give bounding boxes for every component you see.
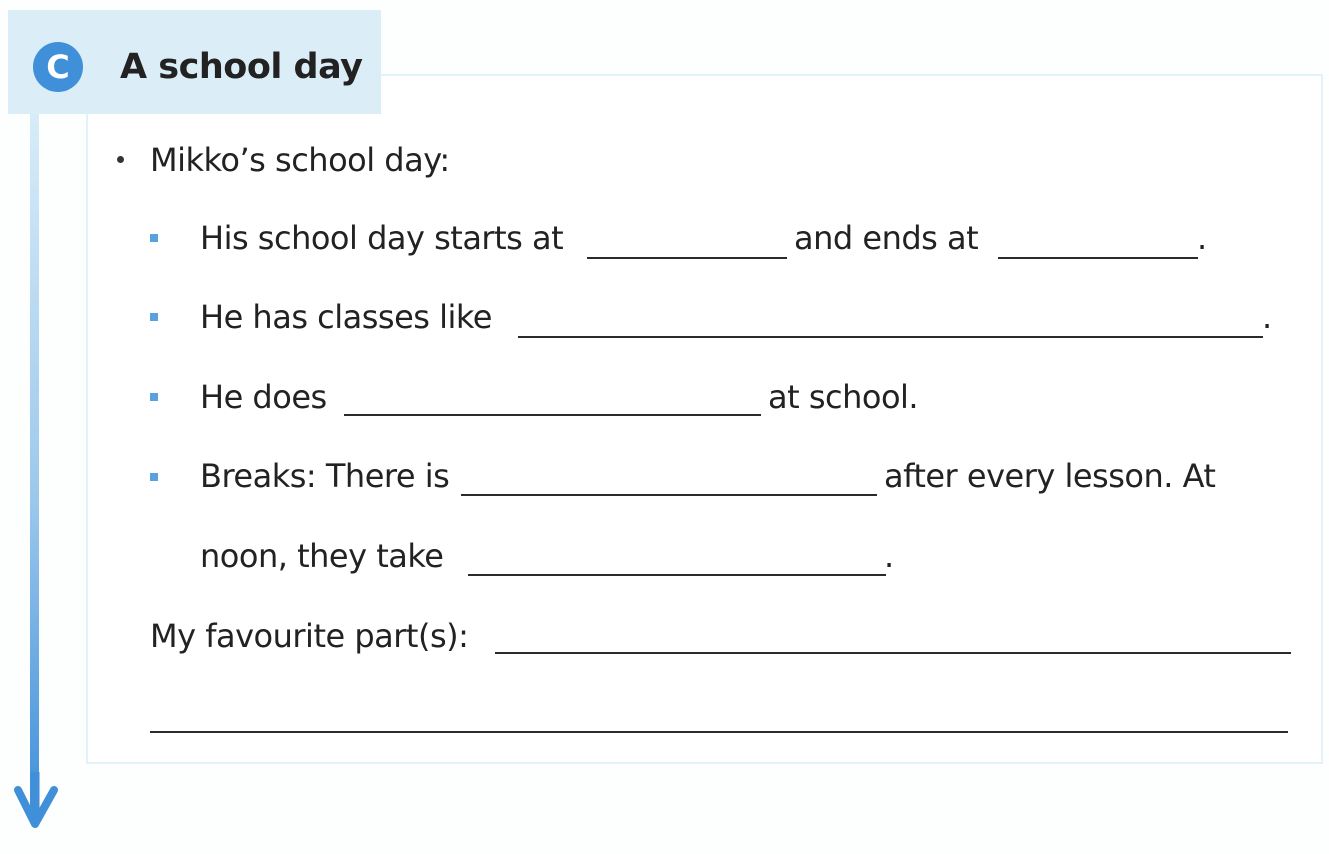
bullet-square xyxy=(150,313,158,321)
item-2-end: . xyxy=(1262,298,1273,336)
bullet-dot xyxy=(117,156,124,163)
bullet-square xyxy=(150,393,158,401)
item-4-text: Breaks: There is xyxy=(200,457,450,495)
item-4-continuation-text: noon, they take xyxy=(200,537,444,575)
blank-activity[interactable] xyxy=(344,414,761,416)
blank-noon[interactable] xyxy=(468,574,886,576)
favourite-label: My favourite part(s): xyxy=(150,617,469,655)
intro-text: Mikko’s school day: xyxy=(150,141,450,179)
item-1-text: His school day starts at xyxy=(200,219,564,257)
item-3-after-text: at school. xyxy=(768,378,919,416)
bullet-square xyxy=(150,473,158,481)
item-4-end: . xyxy=(884,537,895,575)
blank-favourite-2[interactable] xyxy=(150,731,1288,733)
section-title: A school day xyxy=(120,47,363,87)
blank-start-time[interactable] xyxy=(587,257,787,259)
arrow-down-icon xyxy=(14,772,58,832)
blank-end-time[interactable] xyxy=(998,257,1198,259)
timeline-arrow-shaft xyxy=(30,114,39,814)
item-4-after-text: after every lesson. At xyxy=(884,457,1216,495)
blank-classes[interactable] xyxy=(518,336,1263,338)
blank-break[interactable] xyxy=(461,494,877,496)
item-3-text: He does xyxy=(200,378,327,416)
section-badge: C xyxy=(33,42,83,92)
item-2-text: He has classes like xyxy=(200,298,492,336)
bullet-square xyxy=(150,234,158,242)
item-1-middle-text: and ends at xyxy=(794,219,979,257)
item-1-end: . xyxy=(1197,219,1208,257)
blank-favourite-1[interactable] xyxy=(495,652,1291,654)
